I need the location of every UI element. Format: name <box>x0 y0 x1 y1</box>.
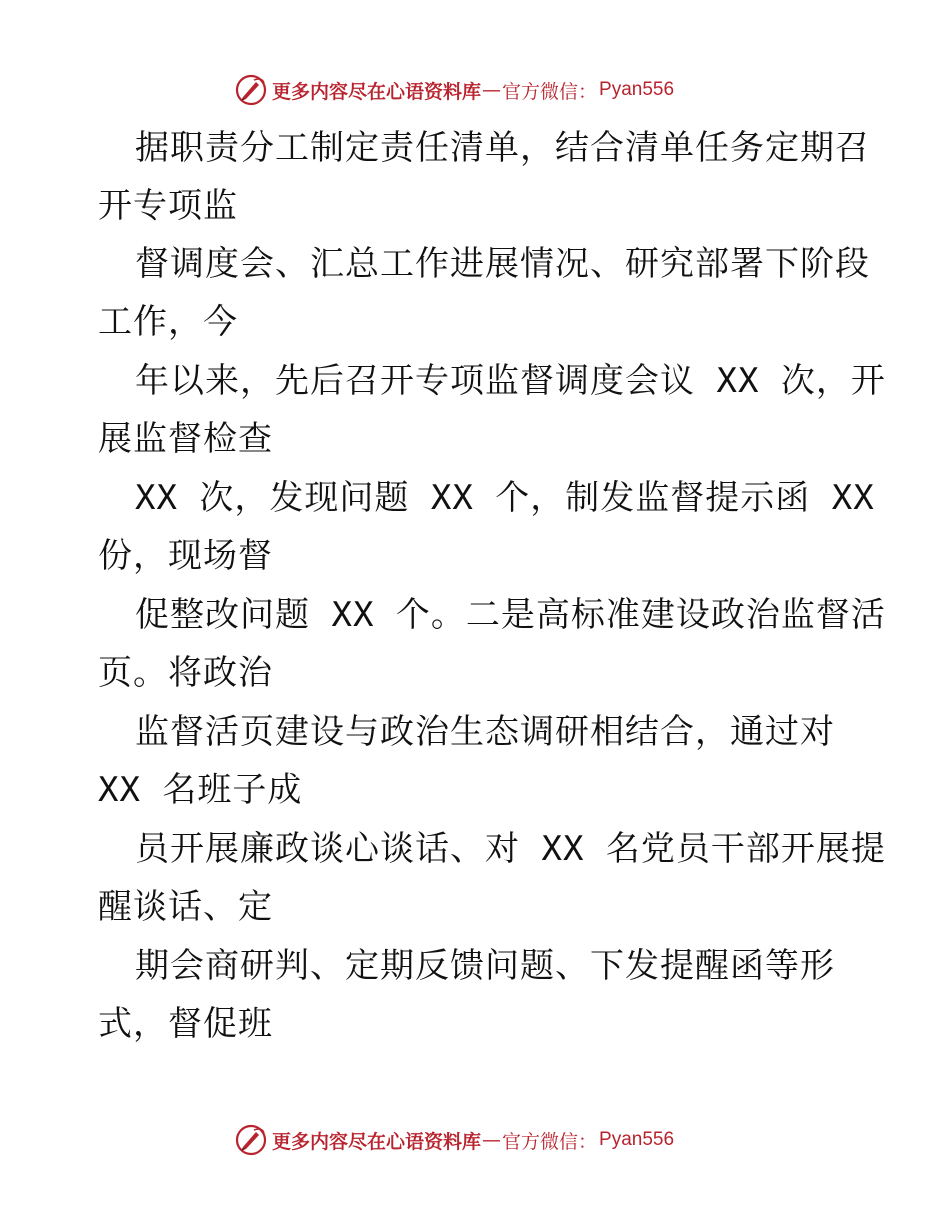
header-wechat-id: Pyan556 <box>599 79 675 100</box>
body-line: 促整改问题 XX 个。二是高标准建设政治监督活 <box>135 595 886 635</box>
body-line: 据职责分工制定责任清单，结合清单任务定期召 <box>135 128 870 168</box>
body-line: 监督活页建设与政治生态调研相结合，通过对 <box>135 712 835 752</box>
body-line: 展监督检查 <box>98 419 273 459</box>
body-line: XX 次，发现问题 XX 个，制发监督提示函 XX <box>135 478 875 518</box>
body-line: 式，督促班 <box>98 1004 273 1044</box>
body-line: 工作，今 <box>98 302 238 342</box>
body-line: 督调度会、汇总工作进展情况、研究部署下阶段 <box>135 244 870 284</box>
header-wechat-label: 官方微信： <box>502 80 598 103</box>
body-line: 期会商研判、定期反馈问题、下发提醒函等形 <box>135 946 835 986</box>
body-line: 员开展廉政谈心谈话、对 XX 名党员干部开展提 <box>135 829 886 869</box>
footer-wechat-id: Pyan556 <box>599 1129 675 1150</box>
quill-pen-logo-icon <box>234 73 268 107</box>
quill-pen-logo-icon <box>234 1123 268 1157</box>
footer-promo-text: 更多内容尽在心语资料库 <box>272 1130 482 1153</box>
footer-separator: — <box>482 1129 502 1151</box>
header-promo-text: 更多内容尽在心语资料库 <box>272 80 482 103</box>
header-banner <box>234 70 674 110</box>
footer-wechat-label: 官方微信： <box>502 1130 598 1153</box>
body-line: 醒谈话、定 <box>98 887 273 927</box>
header-separator: — <box>482 79 502 101</box>
body-line: 页。将政治 <box>98 653 273 693</box>
footer-banner <box>234 1120 674 1160</box>
body-line: 份，现场督 <box>98 536 273 576</box>
body-line: 开专项监 <box>98 186 238 226</box>
body-line: 年以来，先后召开专项监督调度会议 XX 次，开 <box>135 361 886 401</box>
body-line: XX 名班子成 <box>98 770 303 810</box>
